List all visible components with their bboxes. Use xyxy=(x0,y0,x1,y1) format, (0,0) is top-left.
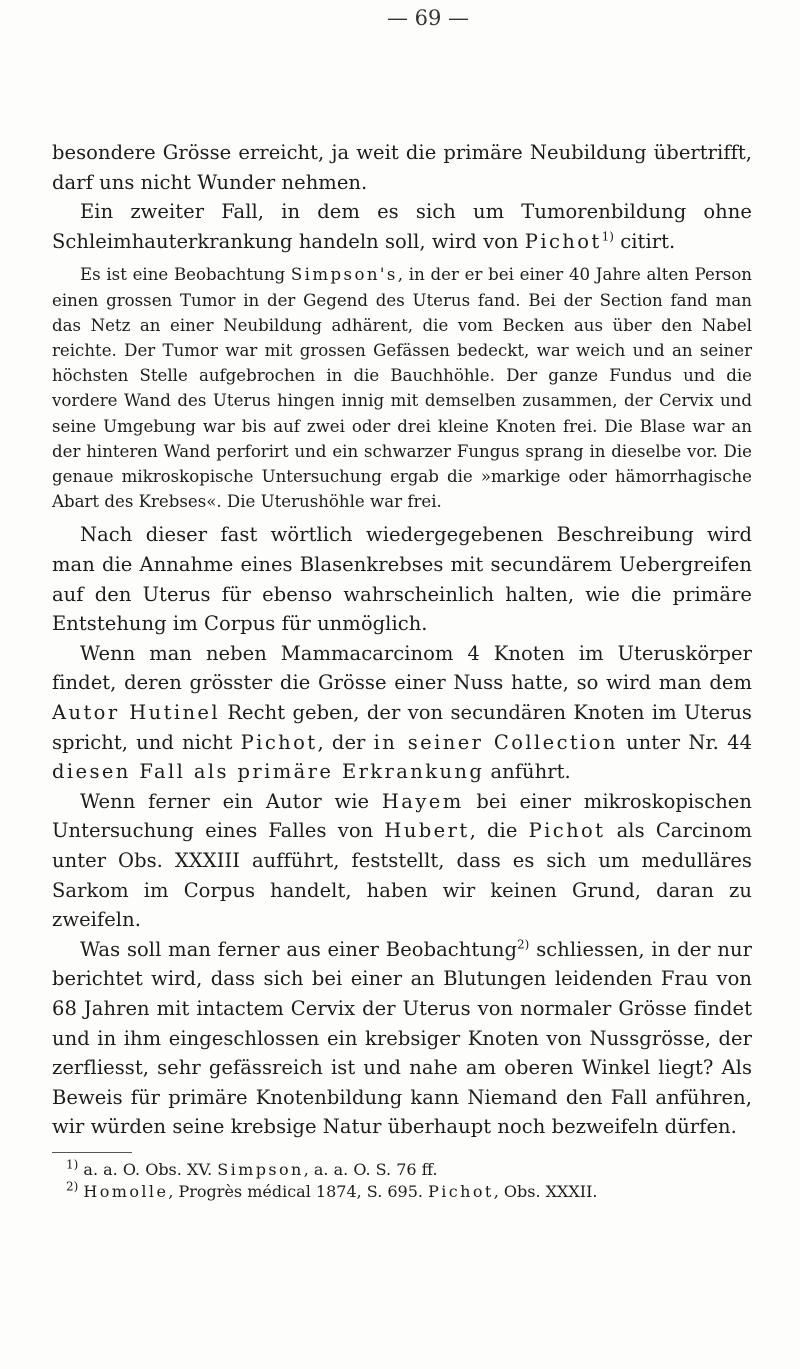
quote-text-a: Es ist eine Beobachtung xyxy=(80,265,286,285)
footnote-1 xyxy=(66,1159,752,1181)
footnote-1-text-b: , a. a. O. S. 76 ff. xyxy=(303,1159,438,1179)
paragraph-1-text: besondere Grösse erreicht, ja weit die primäre Neubildung übertrifft, darf uns nicht Wunder nehmen. xyxy=(52,141,752,194)
footnote-2-text-b: , Obs. XXXII. xyxy=(493,1181,598,1201)
paragraph-4-text: Nach dieser fast wörtlich wiedergegebenen Beschreibung wird man die Annahme eines Blasenkrebses mit secundärem Uebergreifen auf den Uterus für ebenso wahrscheinlich halten, wie die primäre Entstehung im Corpus für unmöglich. xyxy=(52,523,752,636)
quote-paragraph xyxy=(52,262,752,514)
footnote-2-marker: 2) xyxy=(66,1179,79,1194)
paragraph-5-text-d: unter Nr. 44 xyxy=(626,730,753,754)
paragraph-6-text-b: bei einer mikroskopischen Untersuchung eines Falles von xyxy=(52,789,753,843)
paragraph-7-text-b: schliessen, in der nur berichtet wird, dass sich bei einer an Blutungen leidenden Frau von 68 Jahren mit intactem Cervix der Uterus von normaler Grösse findet und in ihm eingeschlossen ein krebsiger Knoten von Nussgrösse, der zerfliesst, sehr gefässreich ist und nahe am oberen Winkel liegt? Als Beweis für primäre Knotenbildung kann Niemand den Fall anführen, wir würden seine krebsige Natur überhaupt noch bezweifeln dürfen. xyxy=(52,937,752,1139)
paragraph-6-text-d: als Carcinom unter Obs. XXXIII aufführt, feststellt, dass es sich um medulläres Sarkom im Corpus handelt, haben wir keinen Grund, daran zu zweifeln. xyxy=(52,819,753,932)
author-name-simpson: Simpson's xyxy=(290,265,398,285)
paragraph-6-text-c: , die xyxy=(469,819,518,843)
paragraph-6 xyxy=(52,787,752,935)
paragraph-6-text-a: Wenn ferner ein Autor wie xyxy=(80,789,370,813)
paragraph-5 xyxy=(52,639,752,787)
paragraph-1 xyxy=(52,138,752,197)
author-name-hutinel: Autor Hutinel xyxy=(52,700,220,724)
author-name-pichot-2: Pichot xyxy=(240,730,318,754)
paragraph-7 xyxy=(52,935,752,1142)
paragraph-4 xyxy=(52,520,752,638)
emphasis-primary: diesen Fall als primäre Erkrankung xyxy=(52,760,485,784)
author-name-pichot-3: Pichot xyxy=(528,819,606,843)
footnote-2-author: Homolle xyxy=(83,1181,169,1201)
quote-text-b: , in der er bei einer 40 Jahre alten Person einen grossen Tumor in der Gegend des Uterus fand. Bei der Section fand man das Netz an einer Neubildung adhärent, die vom Becken aus über den Nabel reichte. Der Tumor war mit grossen Gefässen bedeckt, war weich und an seiner höchsten Stelle aufgebrochen in die Bauchhöhle. Der ganze Fundus und die vordere Wand des Uterus hingen innig mit demselben zusammen, der Cervix und seine Umgebung war bis auf zwei oder drei kleine Knoten frei. Die Blase war an der hinteren Wand perforirt und ein schwarzer Fungus sprang in dieselbe vor. Die genaue mikroskopische Untersuchung ergab die »markige oder hämorrhagische Abart des Krebses«. Die Uterushöhle war frei. xyxy=(52,265,752,512)
author-name-hayem: Hayem xyxy=(381,789,464,813)
paragraph-2 xyxy=(52,197,752,256)
paragraph-5-text-c: , der xyxy=(317,730,366,754)
author-name-hubert: Hubert xyxy=(384,819,470,843)
emphasis-collection: in seiner Collection xyxy=(373,730,618,754)
paragraph-2-text-b: citirt. xyxy=(620,229,676,253)
paragraph-7-text-a: Was soll man ferner aus einer Beobachtung xyxy=(80,937,517,961)
paragraph-5-text-e: anführt. xyxy=(490,760,571,784)
footnote-ref-1: 1) xyxy=(601,229,615,244)
paragraph-5-text-b: Recht geben, der von secundären Knoten im Uterus spricht, und nicht xyxy=(52,700,752,754)
footnote-divider xyxy=(52,1152,132,1153)
footnote-ref-2: 2) xyxy=(517,937,530,952)
footnote-2 xyxy=(66,1181,752,1203)
page-number: — 69 — xyxy=(386,6,470,30)
paragraph-5-text-a: Wenn man neben Mammacarcinom 4 Knoten im Uteruskörper findet, deren grösster die Grösse einer Nuss hatte, so wird man dem xyxy=(52,641,752,695)
body-text xyxy=(52,50,752,1203)
footnote-1-author: Simpson xyxy=(217,1159,304,1179)
footnote-1-marker: 1) xyxy=(66,1157,79,1172)
paragraph-2-text-a: Ein zweiter Fall, in dem es sich um Tumorenbildung ohne Schleimhauterkrankung handeln soll, wird von xyxy=(52,200,752,253)
author-name-pichot: Pichot xyxy=(524,229,602,253)
footnote-1-text-a: a. a. O. Obs. XV. xyxy=(83,1159,213,1179)
footnote-2-author-2: Pichot xyxy=(428,1181,494,1201)
footnote-2-text-a: , Progrès médical 1874, S. 695. xyxy=(168,1181,423,1201)
